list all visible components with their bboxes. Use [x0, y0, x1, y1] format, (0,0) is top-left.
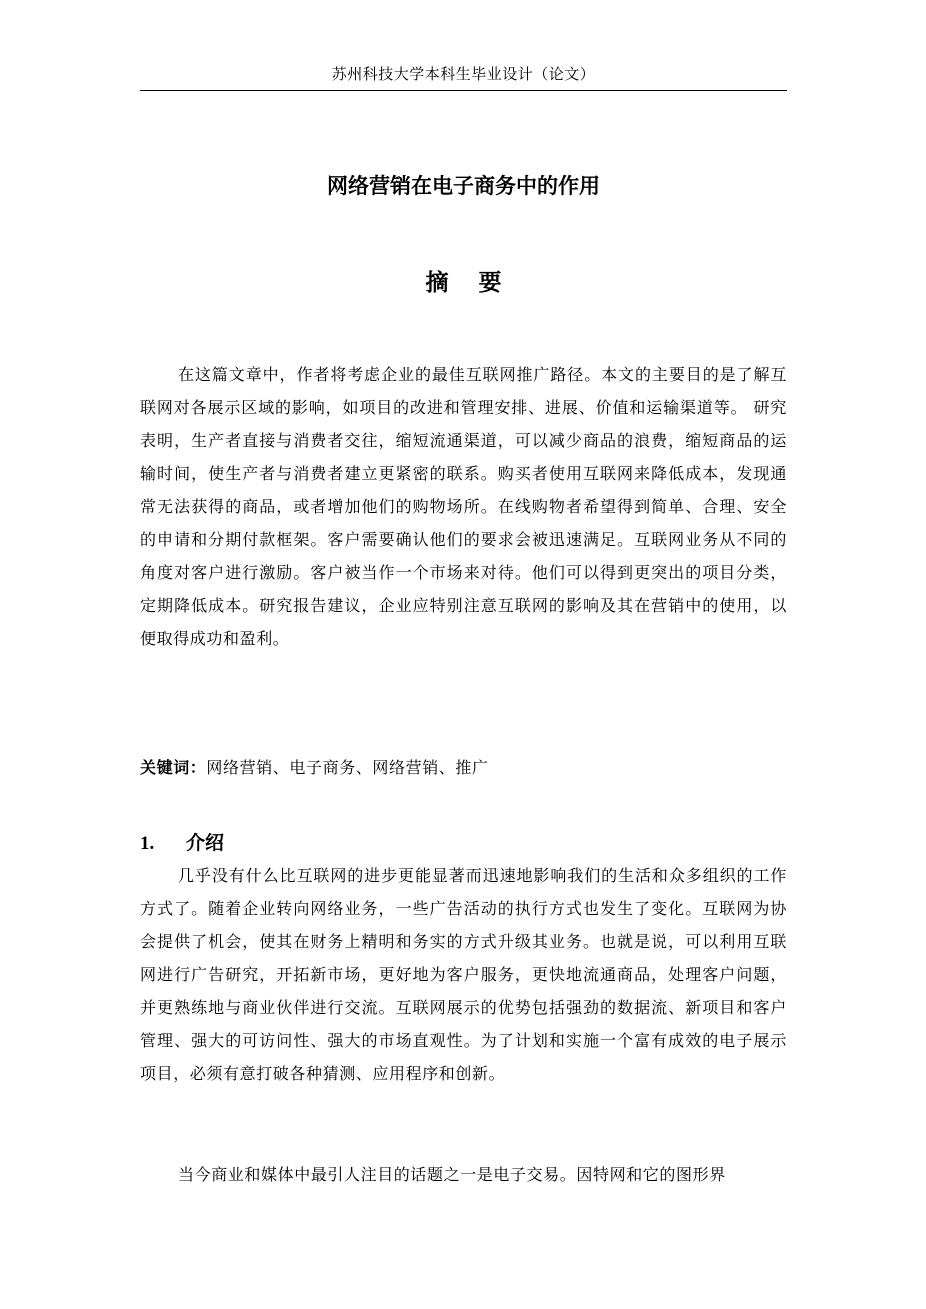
- body-paragraph: 几乎没有什么比互联网的进步更能显著而迅速地影响我们的生活和众多组织的工作方式了。随着企业转向网络业务，一些广告活动的执行方式也发生了变化。互联网为协会提供了机会，使其在财务上精明和务实的方式升级其业务。也就是说，可以利用互联网进行广告研究，开拓新市场，更好地为客户服务，更快地流通商品，处理客户问题，并更熟练地与商业伙伴进行交流。互联网展示的优势包括强劲的数据流、新项目和客户管理、强大的可访问性、强大的市场直观性。为了计划和实施一个富有成效的电子展示项目，必须有意打破各种猜测、应用程序和创新。: [140, 866, 787, 1083]
- section-title: 介绍: [186, 832, 225, 854]
- keywords-line: [140, 753, 787, 783]
- header-divider: [140, 90, 787, 91]
- document-title: 网络营销在电子商务中的作用: [327, 174, 600, 198]
- running-header: 苏州科技大学本科生毕业设计（论文）: [331, 65, 596, 83]
- body-paragraph: 当今商业和媒体中最引人注目的话题之一是电子交易。因特网和它的图形界: [178, 1165, 726, 1184]
- abstract-paragraph: 在这篇文章中，作者将考虑企业的最佳互联网推广路径。本文的主要目的是了解互联网对各展示区域的影响，如项目的改进和管理安排、进展、价值和运输渠道等。 研究表明，生产者直接与消费者交往，缩短流通渠道，可以减少商品的浪费，缩短商品的运输时间，使生产者与消费者建立更紧密的联系。购买者使用互联网来降低成本，发现通常无法获得的商品，或者增加他们的购物场所。在线购物者希望得到简单、合理、安全的申请和分期付款框架。客户需要确认他们的要求会被迅速满足。互联网业务从不同的角度对客户进行激励。客户被当作一个市场来对待。他们可以得到更突出的项目分类，定期降低成本。研究报告建议，企业应特别注意互联网的影响及其在营销中的使用，以便取得成功和盈利。: [140, 365, 787, 648]
- section-number: 1.: [140, 833, 155, 854]
- section-heading: [140, 828, 787, 859]
- abstract-heading: 摘要: [425, 270, 532, 296]
- keywords-value: 网络营销、电子商务、网络营销、推广: [206, 758, 489, 777]
- keywords-label: 关键词：: [140, 758, 207, 777]
